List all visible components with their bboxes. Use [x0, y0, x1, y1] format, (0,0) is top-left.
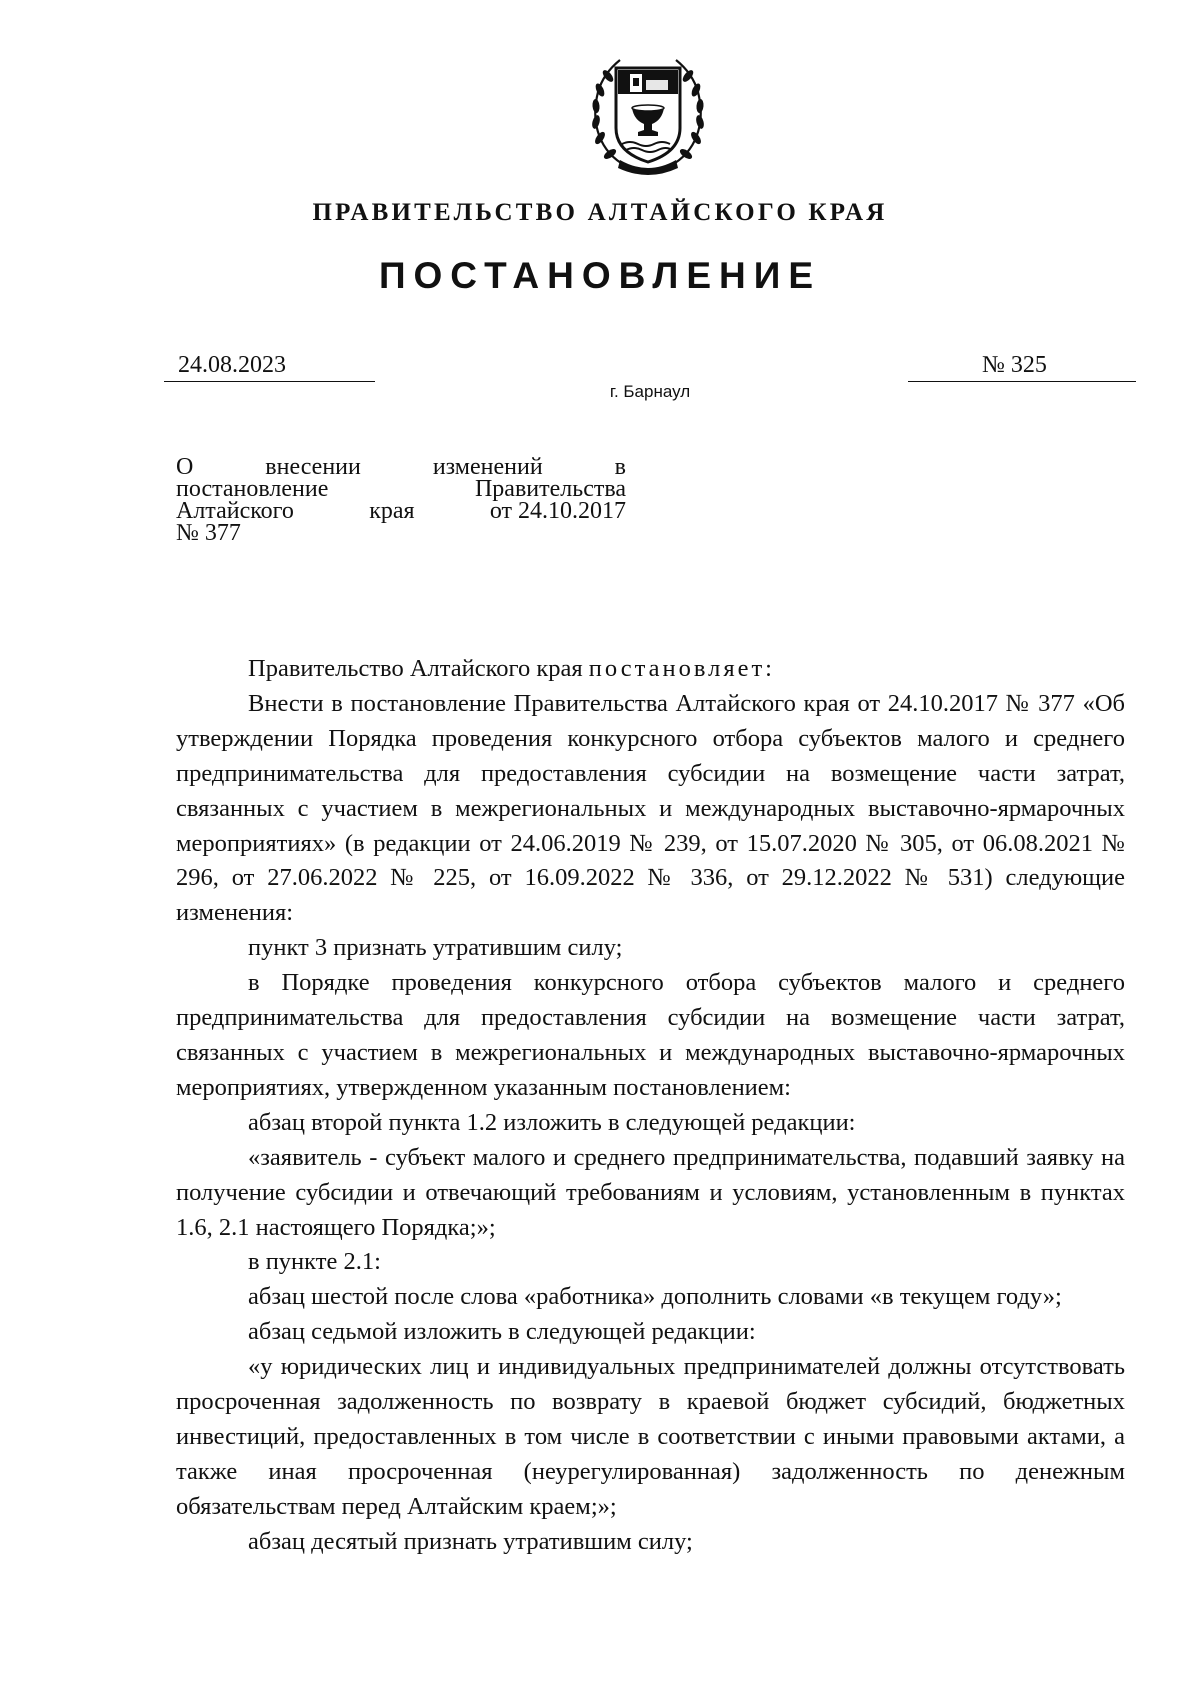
document-subject [176, 456, 626, 544]
body-text-spaced: постановляет: [588, 655, 775, 682]
body-paragraph: абзац второй пункта 1.2 изложить в следующей редакции: [248, 1108, 856, 1136]
body-paragraph: абзац шестой после слова «работника» дополнить словами «в текущем году»; [248, 1283, 1062, 1311]
document-type-title: ПОСТАНОВЛЕНИЕ [378, 255, 822, 296]
subject-word: внесении [265, 454, 361, 480]
body-paragraph: Внести в постановление Правительства Алтайского края от 24.10.2017 № 377 «Об утверждении Порядка проведения конкурсного отбора субъектов малого и среднего предпринимательства для предоставления субсидии на возмещение части затрат, связанных с участием в межрегиональных и международных выставочно-ярмарочных мероприятиях» (в редакции от 24.06.2019 № 239, от 15.07.2020 № 305, от 06.08.2021 № 296, от 27.06.2022 № 225, от 16.09.2022 № 336, от 29.12.2022 № 531) следующие изменения: [176, 689, 1125, 927]
document-number: № 325 [908, 351, 1136, 382]
subject-word: Алтайского [176, 498, 294, 524]
subject-word: от 24.10.2017 [489, 498, 626, 524]
subject-word: О [176, 454, 194, 480]
subject-word: в [614, 454, 626, 480]
document-date: 24.08.2023 [164, 351, 375, 382]
body-paragraph: в пункте 2.1: [248, 1248, 381, 1276]
subject-line [176, 500, 626, 522]
subject-line [176, 456, 626, 478]
document-city: г. Барнаул [609, 382, 691, 401]
body-paragraph: абзац десятый признать утратившим силу; [248, 1527, 693, 1555]
subject-word: № 377 [176, 520, 241, 546]
coat-of-arms-icon [586, 48, 710, 176]
organization-title: ПРАВИТЕЛЬСТВО АЛТАЙСКОГО КРАЯ [312, 199, 888, 226]
subject-line [176, 522, 626, 544]
subject-word: Правительства [474, 476, 626, 502]
body-paragraph: «у юридических лиц и индивидуальных предпринимателей должны отсутствовать просроченная задолженность по возврату в краевой бюджет субсидий, бюджетных инвестиций, предоставленных в том числе в соответствии с иными правовыми актами, а также иная просроченная (неурегулированная) задолженность по денежным обязательствам перед Алтайским краем;»; [176, 1353, 1125, 1520]
body-paragraph: абзац седьмой изложить в следующей редакции: [248, 1318, 756, 1346]
body-paragraph: пункт 3 признать утратившим силу; [248, 934, 623, 962]
body-paragraph [176, 652, 1125, 687]
body-text: Правительство Алтайского края [248, 655, 589, 682]
subject-line [176, 478, 626, 500]
document-body [176, 652, 1125, 1560]
subject-word: изменений [432, 454, 543, 480]
body-paragraph: в Порядке проведения конкурсного отбора субъектов малого и среднего предпринимательства для предоставления субсидии на возмещение части затрат, связанных с участием в межрегиональных и международных выставочно-ярмарочных мероприятиях, утвержденном указанным постановлением: [176, 969, 1125, 1101]
subject-word: края [369, 498, 415, 524]
body-paragraph: «заявитель - субъект малого и среднего предпринимательства, подавший заявку на получение субсидии и отвечающий требованиям и условиям, установленным в пунктах 1.6, 2.1 настоящего Порядка;»; [176, 1143, 1125, 1241]
subject-word: постановление [176, 476, 329, 502]
